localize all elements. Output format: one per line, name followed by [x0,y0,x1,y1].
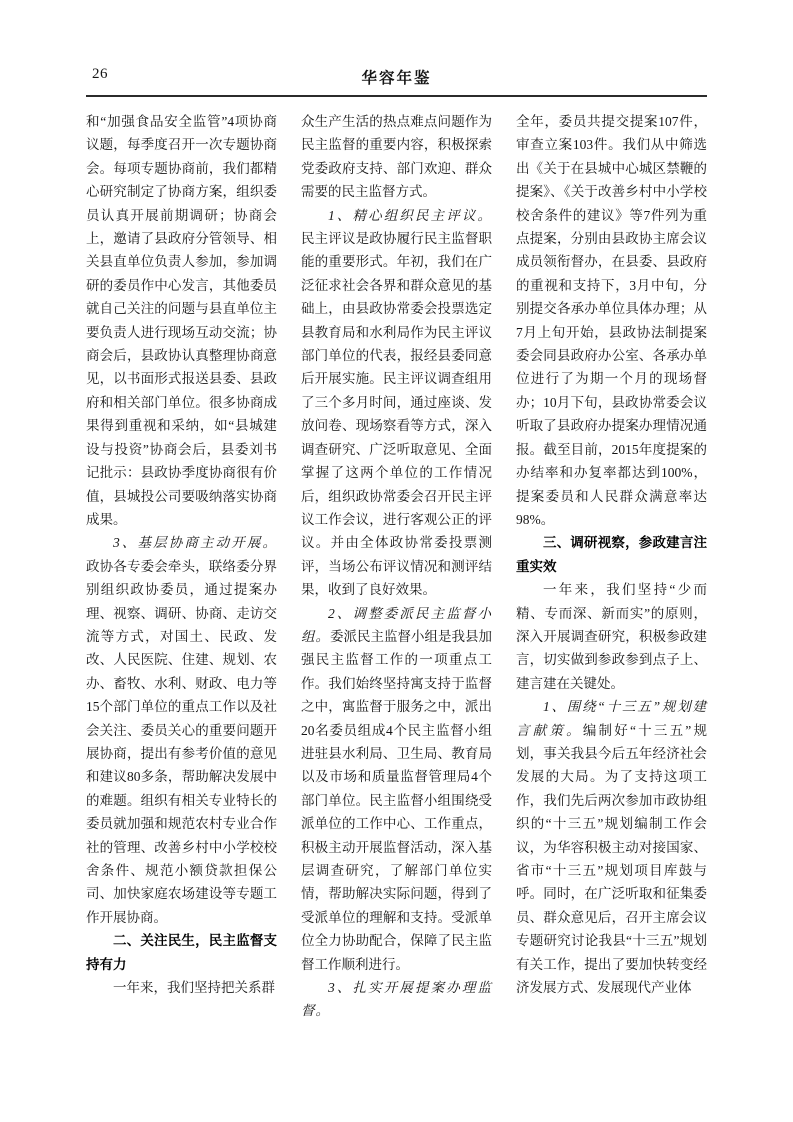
paragraph-text: 一年来，我们坚持“少而精、专而深、新而实”的原则，深入开展调查研究，积极参政建言，切实做到参政参到点子上、建言建在关键处。 [516,582,707,691]
page-header [86,0,707,97]
paragraph [516,578,707,695]
paragraph [301,602,492,977]
section-heading: 三、调研视察，参政建言注重实效 [516,535,707,574]
paragraph-text: 政协各专委会牵头，联络委分界别组织政协委员，通过提案办理、视察、调研、协商、走访交流等方式，对国土、民政、发改、人民医院、住建、规划、农办、畜牧、水利、财政、电力等15个部门单位的重点工作以及社会关注、委员关心的重要问题开展协商，提出有参考价值的意见和建议80多条，帮助解决发展中的难题。组织有相关专业特长的委员就加强和规范农村专业合作社的管理、改善乡村中小学校校舍条件、规范小额贷款担保公司、加快家庭农场建设等专题工作开展协商。 [86,558,277,925]
paragraph-lead: 2、调整委派民主监督小组。 [301,605,492,644]
paragraph-text: 众生产生活的热点难点问题作为民主监督的重要内容，积极探索党委政府支持、部门欢迎、群众需要的民主监督方式。 [301,114,492,200]
book-title: 华容年鉴 [361,70,432,87]
paragraph-lead: 3、扎实开展提案办理监督。 [301,980,492,1019]
paragraph-lead: 1、围绕“十三五”规划建言献策。 [516,699,707,738]
paragraph [86,531,277,929]
paragraph-lead: 1、精心组织民主评议。 [328,207,492,223]
paragraph-text: 全年，委员共提交提案107件，审查立案103件。我们从中筛选出《关于在县城中心城区禁鞭的提案》、《关于改善乡村中小学校校舍条件的建议》等7件列为重点提案，分别由县政协主席会议成员领衔督办，在县委、县政府的重视和支持下，3月中旬，分别提交各承办单位具体办理；从7月上旬开始，县政协法制提案委会同县政府办公室、各承办单位进行了为期一个月的现场督办；10月下旬，县政协常委会议听取了县政府办提案办理情况通报。截至目前，2015年度提案的办结率和办复率都达到100%，提案委员和人民群众满意率达98%。 [516,114,707,527]
page-number: 26 [92,66,108,82]
paragraph [516,110,707,531]
paragraph-text: 民主评议是政协履行民主监督职能的重要形式。年初，我们在广泛征求社会各界和群众意见的基础上，由县政协常委会投票选定县教育局和水利局作为民主评议部门单位的代表，报经县委同意后开展实施。民主评议调查组用了三个多月时间，通过座谈、发放问卷、现场察看等方式，深入调查研究、广泛听取意见、全面掌握了这两个单位的工作情况后，组织政协常委会召开民主评议工作会议，进行客观公正的评议。并由全体政协常委投票测评，当场公布评议情况和测评结果，收到了良好效果。 [301,231,492,598]
column-2 [301,110,492,1023]
paragraph [86,976,277,999]
paragraph-text: 委派民主监督小组是我县加强民主监督工作的一项重点工作。我们始终坚持寓支持于监督之中，寓监督于服务之中，派出20名委员组成4个民主监督小组进驻县水利局、卫生局、教育局以及市场和质量监督管理局4个部门单位。民主监督小组围绕受派单位的工作中心、工作重点，积极主动开展监督活动，深入基层调查研究，了解部门单位实情，帮助解决实际问题，得到了受派单位的理解和支持。受派单位全力协助配合，保障了民主监督工作顺利进行。 [301,628,492,972]
paragraph [516,695,707,999]
column-1 [86,110,277,1023]
paragraph-text: 一年来，我们坚持把关系群 [113,980,275,996]
section-heading: 二、关注民生，民主监督支持有力 [86,933,277,972]
paragraph [301,204,492,602]
column-3 [516,110,707,1023]
paragraph [301,976,492,1023]
paragraph [86,110,277,531]
paragraph-text: 和“加强食品安全监管”4项协商议题，每季度召开一次专题协商会。每项专题协商前，我们都精心研究制定了协商方案，组织委员认真开展前期调研；协商会上，邀请了县政府分管领导、相关县直单位负责人参加，参加调研的委员作中心发言，其他委员就自己关注的问题与县直单位主要负责人进行现场互动交流；协商会后，县政协认真整理协商意见，以书面形式报送县委、县政府和相关部门单位。很多协商成果得到重视和采纳，如“县城建设与投资”协商会后，县委刘书记批示：县政协季度协商很有价值，县城投公司要吸纳落实协商成果。 [86,114,277,527]
paragraph-lead: 3、基层协商主动开展。 [113,535,277,551]
text-columns [86,110,707,1023]
paragraph [301,110,492,204]
paragraph-text: 编制好“十三五”规划，事关我县今后五年经济社会发展的大局。为了支持这项工作，我们先后两次参加市政协组织的“十三五”规划编制工作会议，为华容积极主动对接国家、省市“十三五”规划项目库鼓与呼。同时，在广泛听取和征集委员、群众意见后，召开主席会议专题研究讨论我县“十三五”规划有关工作，提出了要加快转变经济发展方式、发展现代产业体 [516,722,708,996]
